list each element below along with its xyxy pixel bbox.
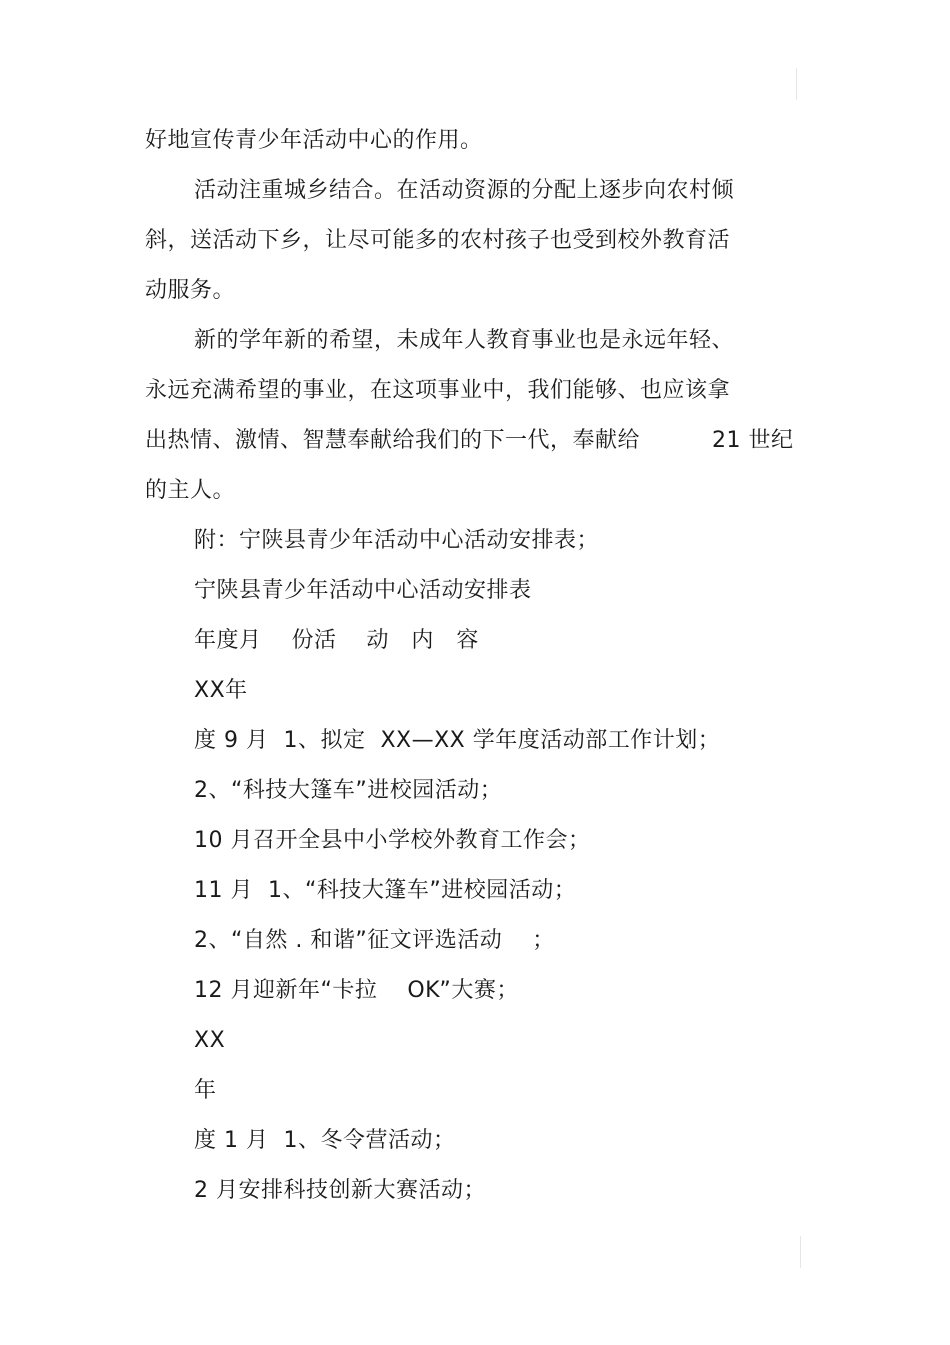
- page-corner-mark-bottom: [800, 1236, 801, 1268]
- schedule-row: 年: [194, 1078, 217, 1103]
- schedule-row: 11 月 1、“科技大篷车”进校园活动；: [194, 878, 577, 903]
- century-text: 21 世纪: [712, 428, 794, 453]
- schedule-row: 2、“科技大篷车”进校园活动；: [194, 778, 503, 803]
- paragraph-line: 永远充满希望的事业，在这项事业中，我们能够、也应该拿: [145, 378, 731, 403]
- page-corner-mark-top: [796, 68, 797, 100]
- appendix-note: 附：宁陕县青少年活动中心活动安排表；: [194, 528, 600, 553]
- paragraph-line: 斜，送活动下乡，让尽可能多的农村孩子也受到校外教育活: [145, 228, 731, 253]
- paragraph-line: 动服务。: [145, 278, 236, 303]
- schedule-title: 宁陕县青少年活动中心活动安排表: [194, 578, 532, 603]
- schedule-row: 度 1 月 1、冬令营活动；: [194, 1128, 456, 1153]
- schedule-row: XX: [194, 1028, 226, 1053]
- schedule-row: 10 月召开全县中小学校外教育工作会；: [194, 828, 591, 853]
- schedule-row: 度 9 月 1、拟定 XX—XX 学年度活动部工作计划；: [194, 728, 721, 753]
- schedule-row: 2 月安排科技创新大赛活动；: [194, 1178, 486, 1203]
- paragraph-line: 新的学年新的希望，未成年人教育事业也是永远年轻、: [194, 328, 735, 353]
- schedule-row: XX年: [194, 678, 248, 703]
- paragraph-line: 的主人。: [145, 478, 236, 503]
- schedule-row: 12 月迎新年“卡拉 OK”大赛；: [194, 978, 519, 1003]
- paragraph-line: 好地宣传青少年活动中心的作用。: [145, 128, 483, 153]
- schedule-header: 年度月 份活 动 内 容: [194, 628, 479, 653]
- paragraph-line: 活动注重城乡结合。在活动资源的分配上逐步向农村倾: [194, 178, 735, 203]
- schedule-row: 2、“自然 . 和谐”征文评选活动 ；: [194, 928, 555, 953]
- paragraph-text: 出热情、激情、智慧奉献给我们的下一代，奉献给: [145, 428, 641, 453]
- paragraph-line: [145, 426, 794, 456]
